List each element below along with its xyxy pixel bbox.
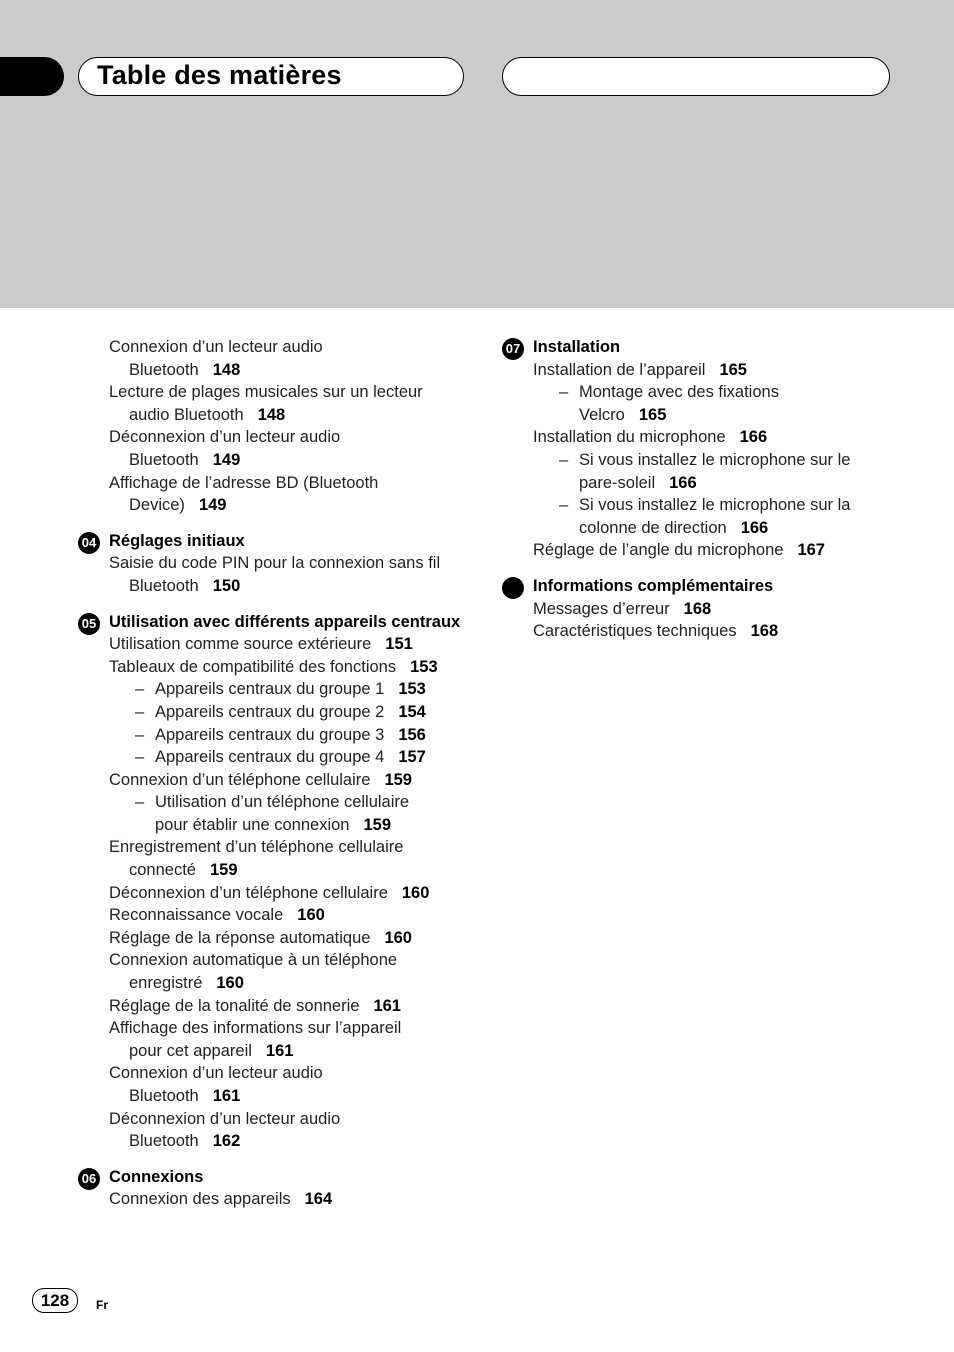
- section-heading-text: Informations complémentaires: [533, 576, 774, 595]
- toc-entry-text: pare-soleil: [579, 473, 656, 492]
- section-tab-marker: [0, 57, 64, 96]
- dash-bullet: –: [135, 702, 145, 721]
- toc-page-number: 153: [410, 657, 438, 676]
- toc-right-column: [502, 336, 902, 643]
- toc-page-number: 161: [265, 1041, 294, 1060]
- toc-entry[interactable]: [78, 769, 478, 792]
- toc-left-column: [78, 336, 478, 1211]
- toc-entry-text: Utilisation comme source extérieure: [109, 635, 372, 654]
- toc-entry-text: Lecture de plages musicales sur un lecteur: [109, 383, 423, 402]
- toc-entry-text: Déconnexion d’un lecteur audio: [109, 428, 341, 447]
- toc-entry-text: Appareils centraux du groupe 3: [155, 725, 385, 744]
- toc-page-number: 162: [212, 1132, 241, 1151]
- toc-page-number: 160: [216, 974, 244, 993]
- toc-entry-text: Bluetooth: [129, 1132, 199, 1151]
- toc-entry-text: Réglage de la réponse automatique: [109, 928, 371, 947]
- toc-entry-text: pour établir une connexion: [155, 815, 350, 834]
- toc-entry-text: Reconnaissance vocale: [109, 906, 284, 925]
- toc-entry-text: Si vous installez le microphone sur le: [579, 450, 851, 469]
- toc-page-number: 166: [669, 473, 697, 492]
- page-number: 128: [32, 1288, 78, 1313]
- section-heading[interactable]: [78, 611, 478, 634]
- toc-entry-text: Connexion d’un lecteur audio: [109, 338, 323, 356]
- toc-page-number: 150: [212, 576, 241, 595]
- toc-page-number: 153: [398, 680, 426, 699]
- toc-entry-text: Affichage des informations sur l’appareil: [109, 1019, 402, 1038]
- chapter-badge-icon: 07: [502, 338, 524, 360]
- toc-entry-text: Appareils centraux du groupe 2: [155, 702, 385, 721]
- section-heading-text: Utilisation avec différents appareils centraux: [109, 612, 461, 631]
- toc-entry-text: Connexion des appareils: [109, 1190, 291, 1209]
- toc-entry-text: Bluetooth: [129, 450, 199, 469]
- toc-entry[interactable]: [78, 836, 478, 881]
- toc-page-number: 167: [797, 541, 825, 560]
- toc-entry-text: Bluetooth: [129, 576, 199, 595]
- toc-page-number: 166: [740, 518, 769, 537]
- toc-entry[interactable]: [78, 995, 478, 1018]
- toc-entry-text: Appareils centraux du groupe 4: [155, 748, 385, 767]
- section-heading[interactable]: [78, 1166, 478, 1189]
- toc-entry[interactable]: [502, 539, 902, 562]
- toc-entry-text: Saisie du code PIN pour la connexion sans fil: [109, 554, 441, 573]
- toc-page-number: 148: [257, 405, 286, 424]
- toc-page-number: 149: [212, 450, 241, 469]
- header-banner: [0, 0, 954, 308]
- toc-entry-text: pour cet appareil: [129, 1041, 252, 1060]
- toc-entry-text: Déconnexion d’un lecteur audio: [109, 1109, 341, 1128]
- language-code: Fr: [96, 1298, 108, 1312]
- toc-page-number: 154: [398, 702, 426, 721]
- toc-page-number: 161: [373, 996, 401, 1015]
- dash-bullet: –: [135, 793, 145, 812]
- toc-section: [78, 611, 478, 1153]
- toc-entry[interactable]: [78, 724, 478, 747]
- toc-entry[interactable]: [78, 1017, 478, 1062]
- toc-page-number: 168: [750, 622, 779, 641]
- toc-entry[interactable]: [78, 1188, 478, 1211]
- toc-entry[interactable]: [78, 472, 478, 517]
- toc-page-number: 164: [304, 1190, 333, 1209]
- toc-page-number: 160: [401, 883, 430, 902]
- toc-page-number: 165: [719, 360, 747, 379]
- chapter-badge-icon: 05: [78, 613, 100, 635]
- toc-entry-text: audio Bluetooth: [129, 405, 244, 424]
- toc-entry[interactable]: [78, 1062, 478, 1107]
- section-heading-text: Installation: [533, 338, 621, 356]
- toc-entry-text: Bluetooth: [129, 1087, 199, 1105]
- toc-entry-text: Velcro: [579, 405, 625, 424]
- toc-entry[interactable]: [78, 949, 478, 994]
- dash-bullet: –: [559, 450, 569, 469]
- toc-entry-text: Connexion d’un téléphone cellulaire: [109, 770, 371, 789]
- toc-entry[interactable]: [78, 927, 478, 950]
- toc-entry-text: Installation de l’appareil: [533, 360, 706, 379]
- toc-page-number: 159: [363, 815, 392, 834]
- dash-bullet: –: [559, 496, 569, 515]
- toc-page-number: 165: [638, 405, 667, 424]
- toc-entry-text: Connexion d’un lecteur audio: [109, 1064, 323, 1083]
- toc-page-number: 156: [398, 725, 426, 744]
- toc-entry[interactable]: [502, 381, 902, 426]
- section-heading[interactable]: [78, 530, 478, 553]
- toc-entry-text: Déconnexion d’un téléphone cellulaire: [109, 883, 388, 902]
- dash-bullet: –: [135, 680, 145, 699]
- toc-entry[interactable]: [78, 426, 478, 471]
- toc-entry-text: Appareils centraux du groupe 1: [155, 680, 385, 699]
- toc-entry-text: enregistré: [129, 974, 203, 993]
- toc-entry[interactable]: [78, 791, 478, 836]
- toc-entry[interactable]: [78, 633, 478, 656]
- toc-section: [502, 575, 902, 643]
- toc-entry[interactable]: [502, 359, 902, 382]
- dash-bullet: –: [135, 725, 145, 744]
- toc-entry-text: Montage avec des fixations: [579, 383, 779, 402]
- dash-bullet: –: [135, 748, 145, 767]
- toc-entry[interactable]: [78, 882, 478, 905]
- toc-entry-text: Installation du microphone: [533, 428, 726, 447]
- toc-entry-text: Si vous installez le microphone sur la: [579, 496, 851, 515]
- toc-entry-text: Device): [129, 496, 185, 515]
- toc-entry[interactable]: [502, 426, 902, 449]
- toc-entry[interactable]: [78, 1108, 478, 1153]
- toc-entry[interactable]: [502, 598, 902, 621]
- toc-page-number: 159: [209, 861, 238, 880]
- toc-entry-text: Affichage de l’adresse BD (Bluetooth: [109, 473, 379, 492]
- toc-entry-text: Réglage de l’angle du microphone: [533, 541, 784, 560]
- section-heading-text: Réglages initiaux: [109, 531, 245, 550]
- toc-entry[interactable]: [78, 904, 478, 927]
- chapter-badge-icon: 04: [78, 532, 100, 554]
- section-heading-text: Connexions: [109, 1167, 204, 1186]
- toc-page-number: 159: [384, 770, 412, 789]
- toc-page-number: 151: [385, 635, 413, 654]
- toc-entry-text: Tableaux de compatibilité des fonctions: [109, 657, 397, 676]
- toc-page-number: 161: [212, 1087, 241, 1105]
- toc-entry[interactable]: [78, 381, 478, 426]
- toc-entry-text: Enregistrement d’un téléphone cellulaire: [109, 838, 404, 857]
- toc-section: [78, 1166, 478, 1211]
- section-heading[interactable]: [502, 575, 902, 598]
- toc-entry-text: connecté: [129, 861, 196, 880]
- toc-section: [502, 336, 902, 562]
- toc-entry[interactable]: [502, 449, 902, 494]
- chapter-badge-icon: 06: [78, 1168, 100, 1190]
- toc-entry-text: Utilisation d’un téléphone cellulaire: [155, 793, 410, 812]
- toc-entry[interactable]: [78, 336, 478, 381]
- chapter-badge-icon: [502, 577, 524, 599]
- toc-entry-text: colonne de direction: [579, 518, 727, 537]
- toc-entry[interactable]: [78, 552, 478, 597]
- toc-page-number: 157: [398, 748, 426, 767]
- toc-page-number: 160: [297, 906, 325, 925]
- toc-continued-entries: [78, 336, 478, 517]
- toc-entry[interactable]: [78, 656, 478, 679]
- dash-bullet: –: [559, 383, 569, 402]
- page-title: Table des matières: [97, 60, 342, 90]
- toc-entry-text: Messages d’erreur: [533, 599, 670, 618]
- toc-page-number: 168: [683, 599, 712, 618]
- section-heading[interactable]: [502, 336, 902, 359]
- toc-entry-text: Bluetooth: [129, 360, 199, 379]
- toc-entry[interactable]: [78, 678, 478, 701]
- toc-entry[interactable]: [502, 620, 902, 643]
- toc-page-number: 148: [212, 360, 241, 379]
- title-frame: [78, 57, 464, 96]
- toc-page-number: 166: [739, 428, 768, 447]
- toc-page-number: 149: [198, 496, 227, 515]
- toc-entry-text: Connexion automatique à un téléphone: [109, 951, 398, 970]
- toc-entry[interactable]: [502, 494, 902, 539]
- empty-header-frame: [502, 57, 890, 96]
- toc-entry-text: Réglage de la tonalité de sonnerie: [109, 996, 360, 1015]
- toc-section: [78, 530, 478, 598]
- toc-page-number: 160: [384, 928, 412, 947]
- toc-entry[interactable]: [78, 701, 478, 724]
- toc-entry-text: Caractéristiques techniques: [533, 622, 737, 641]
- toc-entry[interactable]: [78, 746, 478, 769]
